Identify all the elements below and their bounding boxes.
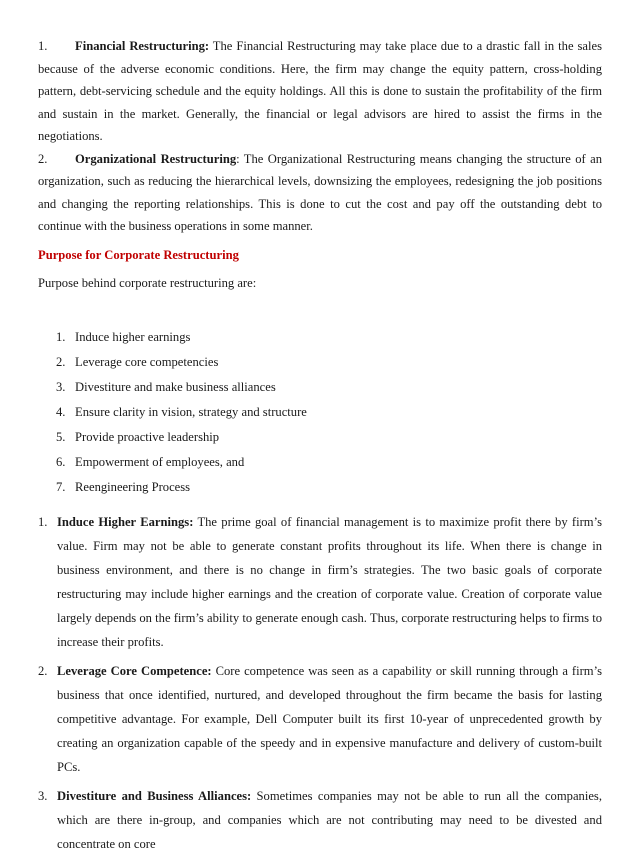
detail-text: Core competence was seen as a capability or skill running through a firm’s business that once identified, nurtured, and developed throughout the firm became the basis for lasting competitive advantage. For example, Dell Computer built its first 10-year of unprecedented growth by creating an organization capable of the speedy and in expensive manufacture and delivery of custom-built PCs.: [57, 663, 602, 774]
paragraph-title: Financial Restructuring:: [75, 39, 210, 53]
paragraph-text: The Financial Restructuring may take place due to a drastic fall in the sales because of the adverse economic conditions. Here, the firm may change the equity pattern, cross-holding pattern, debt-servicing schedule and the equity holdings. All this is done to sustain the profitability of the firm and sustain in the market. Generally, the financial or legal advisors are hired to assist the firms in the negotiations.: [38, 39, 602, 143]
detail-body: [57, 510, 602, 654]
list-item-number: 6.: [56, 454, 66, 469]
paragraph-title: Organizational Restructuring: [75, 151, 237, 166]
list-item: [56, 325, 602, 350]
intro-text: Purpose behind corporate restructuring are:: [38, 275, 257, 290]
detail-text: The prime goal of financial management is to maximize profit there by firm’s value. Firm may not be able to generate constant profits throughout its life. When there is change in business environment, and there is no change in firm’s strategies. The two basic goals of corporate restructuring may include higher earnings and the creation of corporate value. Creation of corporate value largely depends on the firm’s ability to generate enough cash. Thus, corporate restructuring helps to firms to increase their profits.: [57, 514, 602, 649]
detail-title: Leverage Core Competence:: [57, 663, 212, 678]
list-item-number: 5.: [56, 429, 66, 444]
organizational-restructuring-paragraph: [38, 148, 602, 238]
list-item-label: Ensure clarity in vision, strategy and structure: [75, 404, 307, 419]
detail-number: 2.: [38, 663, 48, 678]
list-item-number: 1.: [56, 329, 66, 344]
detail-text: Sometimes companies may not be able to run all the companies, which are there in-group, and companies which are not contributing may need to be divested and concentrate on core: [57, 788, 602, 851]
section-heading: Purpose for Corporate Restructuring: [38, 247, 239, 262]
detail-title: Induce Higher Earnings:: [57, 514, 194, 529]
purpose-details: [38, 510, 602, 856]
paragraph-number: 1.: [38, 39, 48, 53]
list-item-number: 4.: [56, 404, 66, 419]
list-item-label: Empowerment of employees, and: [75, 454, 245, 469]
list-item-number: 2.: [56, 354, 66, 369]
list-item-label: Divestiture and make business alliances: [75, 379, 276, 394]
financial-restructuring-paragraph: [38, 35, 602, 148]
list-item: [56, 350, 602, 375]
list-item: [56, 425, 602, 450]
detail-item-divestiture: [38, 784, 602, 856]
detail-item-leverage-core-competence: [38, 659, 602, 779]
detail-item-induce-higher-earnings: [38, 510, 602, 654]
list-item-label: Reengineering Process: [75, 479, 191, 494]
list-item: [56, 475, 602, 500]
paragraph-text: : The Organizational Restructuring means changing the structure of an organization, such as reducing the hierarchical levels, downsizing the employees, redesigning the job positions and changing the reporting relationships. This is done to cut the cost and pay off the outstanding debt to continue with the business operations in some manner.: [38, 151, 602, 233]
paragraph-number: 2.: [38, 151, 48, 166]
detail-number: 1.: [38, 514, 48, 529]
list-item-number: 3.: [56, 379, 66, 394]
detail-body: [57, 659, 602, 779]
detail-title: Divestiture and Business Alliances:: [57, 788, 252, 803]
purpose-list: [38, 325, 602, 500]
detail-number: 3.: [38, 788, 48, 803]
list-item-label: Induce higher earnings: [75, 329, 191, 344]
list-item-label: Leverage core competencies: [75, 354, 219, 369]
detail-body: [57, 784, 602, 856]
list-item-number: 7.: [56, 479, 66, 494]
list-item: [56, 375, 602, 400]
list-item-label: Provide proactive leadership: [75, 429, 220, 444]
list-item: [56, 450, 602, 475]
list-item: [56, 400, 602, 425]
document-page: [38, 35, 602, 856]
